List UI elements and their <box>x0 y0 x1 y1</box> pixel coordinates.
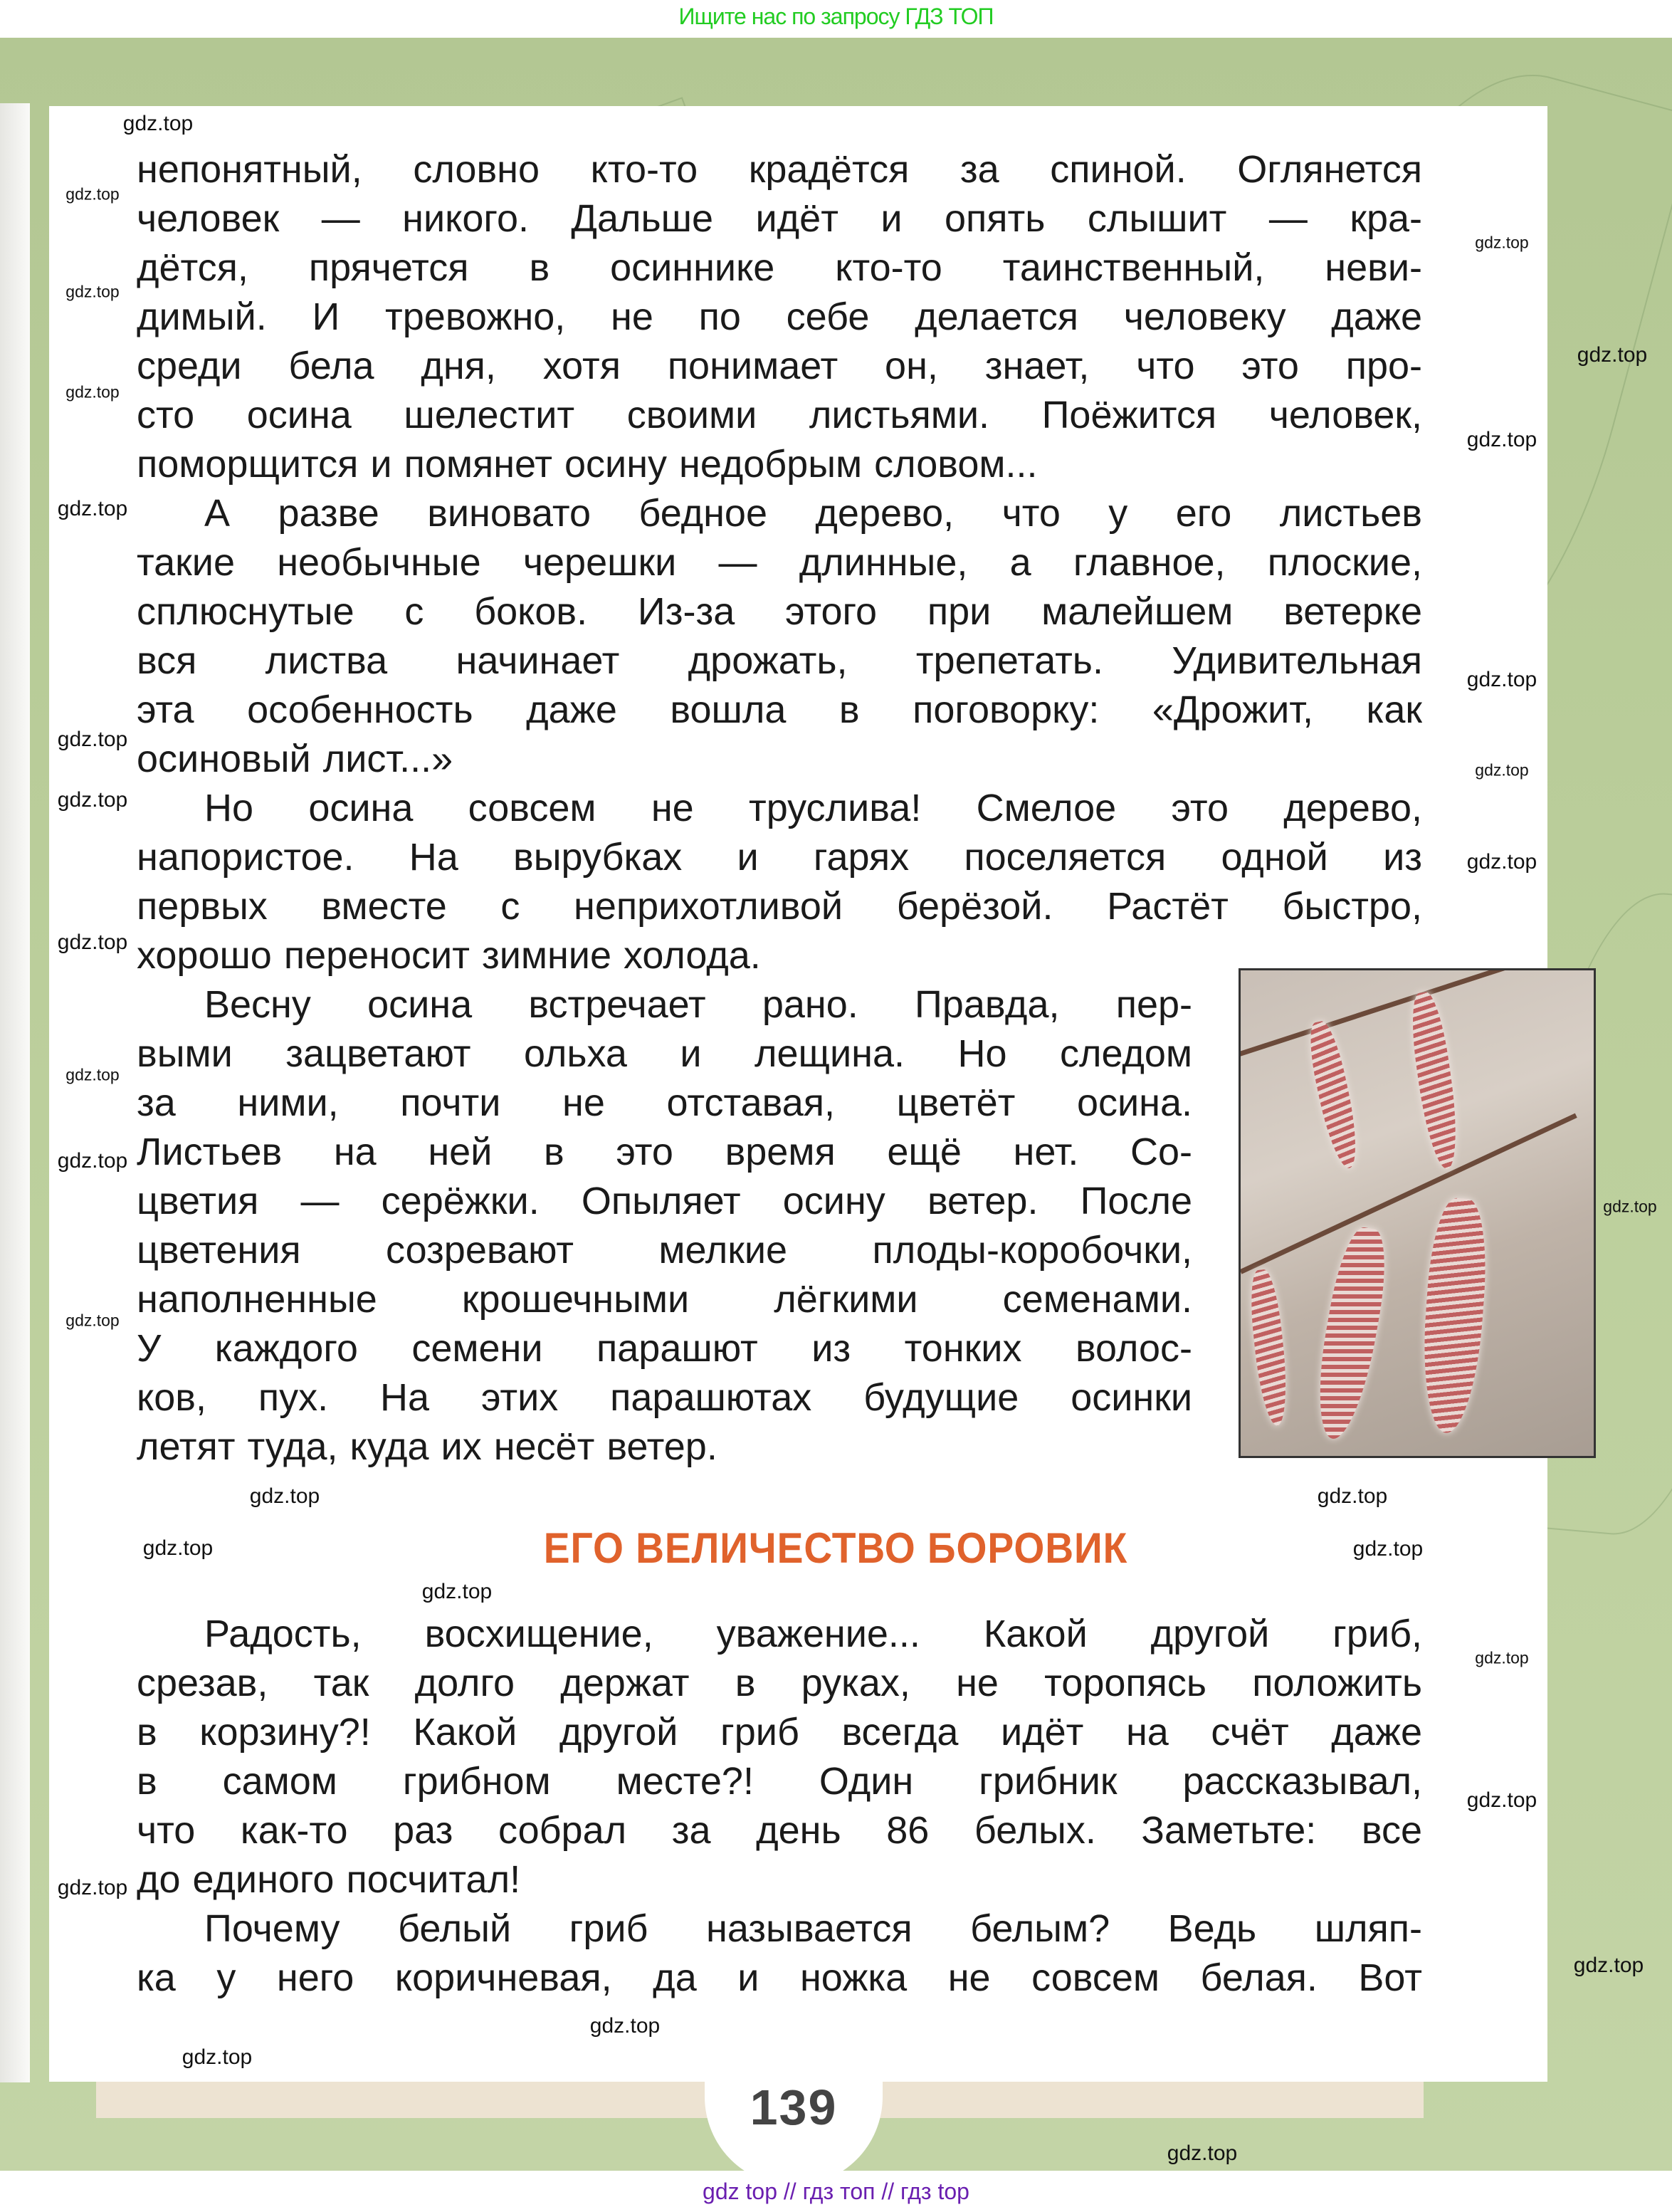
text-line: ков, пух. На этих парашютах будущие осинки <box>137 1376 1192 1419</box>
text-line: цветения созревают мелкие плоды-коробочки, <box>137 1229 1192 1272</box>
watermark: gdz.top <box>1573 1954 1644 1977</box>
watermark: gdz.top <box>1466 850 1537 874</box>
text-line: до единого посчитал! <box>137 1858 521 1901</box>
watermark: gdz.top <box>142 1536 214 1560</box>
watermark: gdz.top <box>65 184 120 204</box>
text-line: цветия — серёжки. Опыляет осину ветер. После <box>137 1180 1192 1222</box>
text-line: димый. И тревожно, не по себе делается человеку даже <box>137 295 1422 338</box>
text-line: хорошо переносит зимние холода. <box>137 934 761 977</box>
text-line: эта особенность даже вошла в поговорку: «Дрожит, как <box>137 688 1422 731</box>
text-line: непонятный, словно кто-то крадётся за спиной. Оглянется <box>137 148 1422 191</box>
text-line: Листьев на ней в это время ещё нет. Со- <box>137 1131 1192 1173</box>
text-line: в корзину?! Какой другой гриб всегда идёт на счёт даже <box>137 1711 1422 1754</box>
text-line: Весну осина встречает рано. Правда, пер- <box>204 983 1192 1026</box>
text-line: летят туда, куда их несёт ветер. <box>137 1425 717 1468</box>
watermark: gdz.top <box>57 728 128 751</box>
watermark: gdz.top <box>122 112 194 135</box>
watermark: gdz.top <box>65 282 120 301</box>
text-line: осиновый лист...» <box>137 738 453 780</box>
text-line: Но осина совсем не труслива! Смелое это дерево, <box>204 787 1422 829</box>
watermark: gdz.top <box>1475 760 1529 780</box>
text-line: такие необычные черешки — длинные, а главное, плоские, <box>137 541 1422 584</box>
footer-banner <box>0 2171 1672 2212</box>
section-heading: ЕГО ВЕЛИЧЕСТВО БОРОВИК <box>543 1524 1128 1572</box>
page-number: 139 <box>750 2080 838 2135</box>
text-line: за ними, почти не отставая, цветёт осина. <box>137 1081 1192 1124</box>
watermark: gdz.top <box>57 1876 128 1899</box>
text-line: выми зацветают ольха и лещина. Но следом <box>137 1032 1192 1075</box>
watermark: gdz.top <box>1475 233 1529 252</box>
catkin <box>1418 1197 1491 1435</box>
text-line: сплюснутые с боков. Из-за этого при малейшем ветерке <box>137 590 1422 633</box>
text-line: вся листва начинает дрожать, трепетать. Удивительная <box>137 639 1422 682</box>
text-line: срезав, так долго держат в руках, не торопясь положить <box>137 1662 1422 1704</box>
watermark: gdz.top <box>65 1065 120 1084</box>
watermark: gdz.top <box>249 1484 320 1508</box>
watermark: gdz.top <box>1352 1537 1424 1561</box>
watermark: gdz.top <box>57 788 128 812</box>
watermark: gdz.top <box>1466 668 1537 691</box>
text-line: дётся, прячется в осиннике кто-то таинственный, неви- <box>137 246 1422 289</box>
text-block-borovik <box>137 1610 1422 2003</box>
text-line: поморщится и помянет осину недобрым словом... <box>137 443 1038 486</box>
text-line: в самом грибном месте?! Один грибник рассказывал, <box>137 1760 1422 1803</box>
footer-text: gdz top // гдз топ // гдз top <box>703 2179 969 2204</box>
watermark: gdz.top <box>421 1580 493 1603</box>
watermark: gdz.top <box>589 2014 661 2038</box>
watermark: gdz.top <box>1475 1648 1529 1667</box>
watermark: gdz.top <box>1603 1197 1657 1216</box>
watermark: gdz.top <box>1317 1484 1388 1508</box>
top-banner <box>0 0 1672 38</box>
watermark: gdz.top <box>1577 343 1648 367</box>
page-spine <box>0 103 30 2082</box>
text-line: сто осина шелестит своими листьями. Поёжится человек, <box>137 394 1422 436</box>
watermark: gdz.top <box>65 382 120 402</box>
watermark: gdz.top <box>65 1311 120 1330</box>
text-line: У каждого семени парашют из тонких волос- <box>137 1327 1192 1370</box>
text-line: напористое. На вырубках и гарях поселяется одной из <box>137 836 1422 879</box>
watermark: gdz.top <box>57 497 128 520</box>
text-line: Почему белый гриб называется белым? Ведь шляп- <box>204 1907 1422 1950</box>
watermark: gdz.top <box>182 2045 253 2069</box>
text-line: ка у него коричневая, да и ножка не совсем белая. Вот <box>137 1956 1422 1999</box>
text-block-aspen <box>137 145 1422 1472</box>
watermark: gdz.top <box>57 931 128 954</box>
text-line: человек — никого. Дальше идёт и опять слышит — кра- <box>137 197 1422 240</box>
text-line: А разве виновато бедное дерево, что у его листьев <box>204 492 1422 535</box>
watermark: gdz.top <box>57 1149 128 1173</box>
top-banner-text: Ищите нас по запросу ГДЗ ТОП <box>678 4 994 29</box>
text-line: первых вместе с неприхотливой берёзой. Растёт быстро, <box>137 885 1422 928</box>
watermark: gdz.top <box>1466 1788 1537 1812</box>
text-line: наполненные крошечными лёгкими семенами. <box>137 1278 1192 1321</box>
watermark: gdz.top <box>1167 2142 1238 2165</box>
text-line: среди бела дня, хотя понимает он, знает, что это про- <box>137 345 1422 387</box>
watermark: gdz.top <box>1466 428 1537 451</box>
text-line: что как-то раз собрал за день 86 белых. Заметьте: все <box>137 1809 1422 1852</box>
text-line: Радость, восхищение, уважение... Какой другой гриб, <box>204 1613 1422 1655</box>
